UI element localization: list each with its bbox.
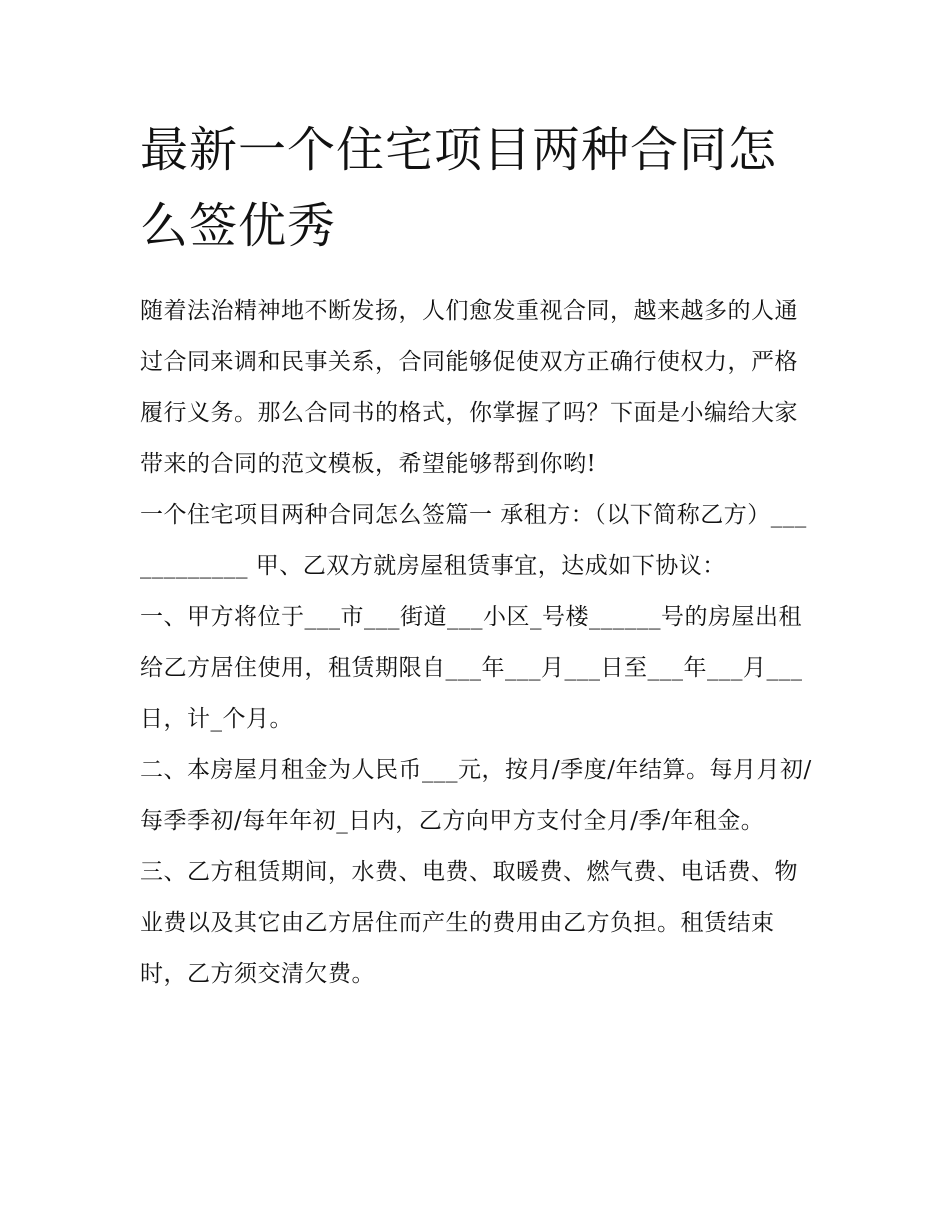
paragraph-intro: 随着法治精神地不断发扬，人们愈发重视合同，越来越多的人通过合同来调和民事关系，合同能够促使双方正确行使权力，严格履行义务。那么合同书的格式，你掌握了吗？下面是小编给大家带来的合同的范文模板，希望能够帮到你哟! xyxy=(140,298,798,477)
document-body xyxy=(140,286,815,1000)
paragraph-clause-3: 三、乙方租赁期间，水费、电费、取暖费、燃气费、电话费、物业费以及其它由乙方居住而产生的费用由乙方负担。租赁结束时，乙方须交清欠费。 xyxy=(140,859,798,987)
document-title: 最新一个住宅项目两种合同怎么签优秀 xyxy=(140,122,778,254)
paragraph-clause-2: 二、本房屋月租金为人民币___元，按月/季度/年结算。每月月初/每季季初/每年年初_日内，乙方向甲方支付全月/季/年租金。 xyxy=(140,757,812,834)
paragraph-clause-1: 一、甲方将位于___市___街道___小区_号楼______号的房屋出租给乙方居住使用，租赁期限自___年___月___日至___年___月___日，计_个月。 xyxy=(140,604,803,732)
paragraph-preamble: 一个住宅项目两种合同怎么签篇一 承租方：（以下简称乙方）____________ 甲、乙双方就房屋租赁事宜，达成如下协议： xyxy=(140,502,807,579)
document-page xyxy=(140,112,815,1000)
